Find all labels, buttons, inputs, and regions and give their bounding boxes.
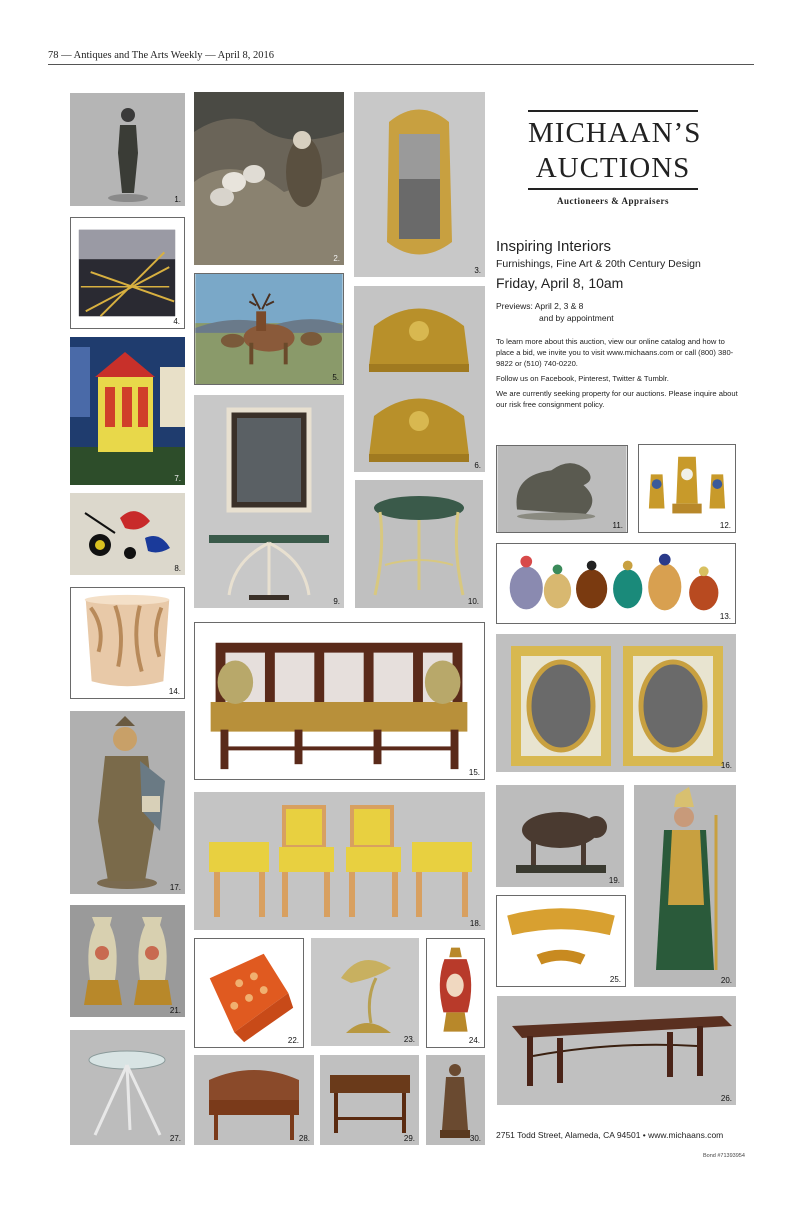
lot-18-photo[interactable] — [194, 792, 485, 930]
sale-subtitle: Furnishings, Fine Art & 20th Century Design — [496, 258, 701, 270]
lot-5-photo[interactable] — [194, 273, 344, 385]
carved-polychrome-figure-icon — [70, 711, 185, 894]
lot-number: 14. — [168, 687, 180, 696]
falcon-painting-icon — [194, 92, 344, 265]
lot-number: 15. — [468, 768, 480, 777]
modern-sculpture-icon — [71, 218, 184, 328]
lot-9-photo[interactable] — [194, 395, 344, 608]
pair-of-oval-mirrors-icon — [496, 634, 736, 772]
lot-number: 25. — [609, 975, 621, 984]
giltwood-mirror-icon — [354, 92, 485, 277]
carved-gilt-crests-icon — [354, 286, 485, 472]
ad-body-catalog: To learn more about this auction, view our online catalog and how to place a bid, we invite you to visit www.michaans.com or call (800) 380-9822 or (510) 740-0220. — [496, 337, 734, 368]
cylinder-desk-icon — [194, 1055, 314, 1145]
abstract-lithograph-icon — [70, 493, 185, 575]
lot-6-photo[interactable] — [354, 286, 485, 472]
lot-number: 10. — [467, 597, 479, 606]
address-line: 2751 Todd Street, Alameda, CA 94501 • www.michaans.com — [496, 1130, 724, 1140]
previews-appointment: and by appointment — [539, 313, 614, 323]
sale-title: Inspiring Interiors — [496, 238, 612, 255]
lot-1-photo[interactable] — [70, 93, 185, 206]
lot-number: 2. — [333, 254, 340, 263]
lot-27-photo[interactable] — [70, 1030, 185, 1145]
lot-number: 12. — [719, 521, 731, 530]
lot-2-photo[interactable] — [194, 92, 344, 265]
writing-table-icon — [320, 1055, 419, 1145]
antler-mirror-console-icon — [194, 395, 344, 608]
lot-7-photo[interactable] — [70, 337, 185, 485]
lot-19-photo[interactable] — [496, 785, 624, 887]
lot-24-photo[interactable] — [426, 938, 485, 1048]
lot-number: 27. — [169, 1134, 181, 1143]
lot-21-photo[interactable] — [70, 905, 185, 1017]
lot-29-photo[interactable] — [320, 1055, 419, 1145]
lotus-lamp-icon — [311, 938, 419, 1046]
marble-top-gueridon-icon — [355, 480, 483, 608]
logo-name-line1: MICHAAN’S — [528, 117, 702, 149]
rose-medallion-vases-icon — [70, 905, 185, 1017]
logo-rule-bottom — [528, 188, 698, 190]
colorful-house-painting-icon — [70, 337, 185, 485]
glass-side-table-icon — [70, 1030, 185, 1145]
ad-body-social: Follow us on Facebook, Pinterest, Twitter & Tumblr. — [496, 374, 669, 383]
lot-10-photo[interactable] — [355, 480, 483, 608]
lot-number: 20. — [720, 976, 732, 985]
lot-number: 23. — [403, 1035, 415, 1044]
previews-dates: April 2, 3 & 8 — [534, 301, 584, 311]
lot-number: 24. — [468, 1036, 480, 1045]
ad-body-consign: We are currently seeking property for our auctions. Please inquire about our risk free consignment policy. — [496, 389, 738, 409]
trestle-table-icon — [497, 996, 736, 1105]
lot-number: 18. — [469, 919, 481, 928]
sale-date: Friday, April 8, 10am — [496, 275, 624, 291]
lot-number: 26. — [720, 1094, 732, 1103]
lot-11-photo[interactable] — [496, 445, 628, 533]
bond-number: Bond #71393954 — [703, 1153, 745, 1159]
header-rule — [48, 64, 754, 65]
lot-30-photo[interactable] — [426, 1055, 485, 1145]
lot-20-photo[interactable] — [634, 785, 736, 987]
lot-number: 13. — [719, 612, 731, 621]
lot-number: 4. — [173, 317, 180, 326]
porcelain-urn-icon — [427, 939, 484, 1047]
lot-number: 11. — [612, 521, 623, 530]
lot-number: 17. — [169, 883, 181, 892]
carved-settee-icon — [195, 623, 484, 779]
stone-quail-icon — [497, 446, 627, 532]
previews-block — [496, 300, 614, 324]
clock-garniture-icon — [639, 445, 735, 532]
lot-25-photo[interactable] — [496, 895, 626, 987]
lot-14-photo[interactable] — [70, 587, 185, 699]
lot-12-photo[interactable] — [638, 444, 736, 533]
lot-number: 28. — [298, 1134, 310, 1143]
auction-house-logo — [528, 110, 702, 206]
bronze-bull-icon — [496, 785, 624, 887]
lot-number: 22. — [287, 1036, 299, 1045]
bronze-figure-icon — [70, 93, 185, 206]
lot-number: 3. — [474, 266, 481, 275]
lot-23-photo[interactable] — [311, 938, 419, 1046]
lot-number: 1. — [174, 195, 181, 204]
lot-number: 6. — [474, 461, 481, 470]
logo-rule-top — [528, 110, 698, 112]
lot-8-photo[interactable] — [70, 493, 185, 575]
lalique-vase-icon — [71, 588, 184, 698]
lot-3-photo[interactable] — [354, 92, 485, 277]
lot-number: 8. — [174, 564, 181, 573]
lot-number: 9. — [333, 597, 340, 606]
lot-number: 5. — [332, 373, 339, 382]
previews-label: Previews: — [496, 301, 533, 311]
lot-13-photo[interactable] — [496, 543, 736, 624]
jade-carvings-icon — [497, 896, 625, 986]
elk-painting-icon — [195, 274, 343, 384]
textile-icon — [195, 939, 303, 1047]
ad-body — [496, 336, 741, 414]
lot-number: 30. — [469, 1134, 481, 1143]
polychrome-saint-figure-icon — [634, 785, 736, 987]
snuff-bottles-icon — [497, 544, 735, 623]
lot-15-photo[interactable] — [194, 622, 485, 780]
lot-17-photo[interactable] — [70, 711, 185, 894]
logo-name-line2: AUCTIONS — [535, 152, 691, 184]
lot-22-photo[interactable] — [194, 938, 304, 1048]
lot-16-photo[interactable] — [496, 634, 736, 772]
lot-26-photo[interactable] — [497, 996, 736, 1105]
lot-28-photo[interactable] — [194, 1055, 314, 1145]
page-header: 78 — Antiques and The Arts Weekly — April 8, 2016 — [48, 50, 274, 61]
carved-figure-icon — [426, 1055, 485, 1145]
lot-number: 21. — [169, 1006, 181, 1015]
set-of-four-armchairs-icon — [194, 792, 485, 930]
logo-tagline: Auctioneers & Appraisers — [557, 196, 669, 206]
lot-4-photo[interactable] — [70, 217, 185, 329]
lot-number: 16. — [720, 761, 732, 770]
lot-number: 19. — [608, 876, 620, 885]
lot-number: 29. — [403, 1134, 415, 1143]
lot-number: 7. — [174, 474, 181, 483]
